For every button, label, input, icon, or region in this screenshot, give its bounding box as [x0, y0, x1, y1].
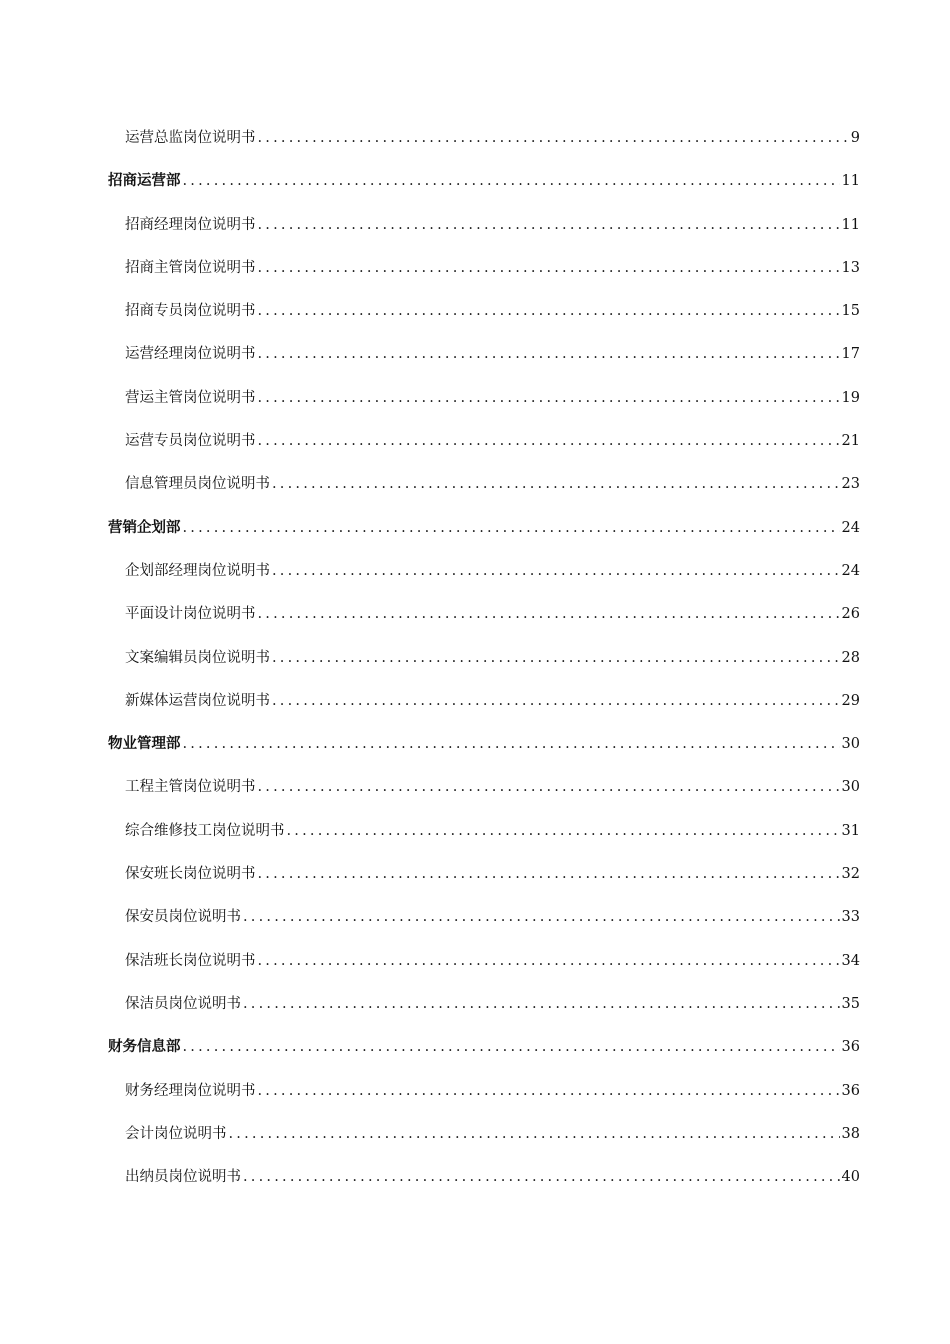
- toc-entry-title: 招商专员岗位说明书: [125, 303, 256, 320]
- toc-entry-page-number: 38: [841, 1125, 860, 1142]
- toc-entry-page-number: 15: [841, 303, 860, 320]
- toc-entry-page-number: 17: [841, 346, 860, 363]
- toc-entry-title: 保安员岗位说明书: [125, 909, 241, 926]
- toc-entry-title: 营运主管岗位说明书: [125, 389, 256, 406]
- toc-subsection-entry[interactable]: [108, 636, 860, 679]
- toc-dot-leader: [243, 908, 840, 926]
- toc-subsection-entry[interactable]: [108, 246, 860, 289]
- toc-entry-page-number: 36: [841, 1082, 860, 1099]
- toc-entry-title: 招商经理岗位说明书: [125, 216, 256, 233]
- toc-subsection-entry[interactable]: [108, 1155, 860, 1198]
- toc-subsection-entry[interactable]: [108, 982, 860, 1025]
- toc-subsection-entry[interactable]: [108, 895, 860, 938]
- toc-entry-page-number: 30: [841, 736, 860, 753]
- toc-entry-title: 运营经理岗位说明书: [125, 346, 256, 363]
- toc-subsection-entry[interactable]: [108, 332, 860, 375]
- toc-entry-page-number: 35: [841, 995, 860, 1012]
- toc-entry-title: 运营总监岗位说明书: [125, 130, 256, 146]
- toc-entry-title: 保洁员岗位说明书: [125, 995, 241, 1012]
- toc-subsection-entry[interactable]: [108, 765, 860, 808]
- toc-entry-title: 新媒体运营岗位说明书: [125, 692, 270, 709]
- toc-subsection-entry[interactable]: [108, 289, 860, 332]
- toc-entry-page-number: 31: [841, 822, 860, 839]
- toc-dot-leader: [183, 1038, 840, 1056]
- toc-entry-page-number: 21: [841, 433, 860, 450]
- toc-dot-leader: [272, 692, 840, 710]
- toc-subsection-entry[interactable]: [108, 809, 860, 852]
- toc-dot-leader: [258, 302, 840, 320]
- toc-dot-leader: [258, 129, 849, 147]
- toc-dot-leader: [183, 519, 840, 537]
- toc-entry-title: 综合维修技工岗位说明书: [125, 822, 285, 839]
- toc-dot-leader: [287, 822, 840, 840]
- toc-dot-leader: [229, 1125, 840, 1143]
- toc-dot-leader: [258, 1082, 840, 1100]
- toc-subsection-entry[interactable]: [108, 376, 860, 419]
- toc-entry-page-number: 36: [841, 1039, 860, 1056]
- toc-entry-page-number: 34: [841, 952, 860, 969]
- toc-entry-title: 出纳员岗位说明书: [125, 1169, 241, 1186]
- toc-subsection-entry[interactable]: [108, 939, 860, 982]
- toc-entry-page-number: 24: [841, 519, 860, 536]
- toc-entry-title: 运营专员岗位说明书: [125, 433, 256, 450]
- toc-dot-leader: [258, 432, 840, 450]
- toc-entry-page-number: 9: [850, 130, 860, 146]
- toc-entry-page-number: 19: [841, 389, 860, 406]
- toc-subsection-entry[interactable]: [108, 852, 860, 895]
- toc-subsection-entry[interactable]: [108, 679, 860, 722]
- toc-entry-page-number: 11: [841, 173, 860, 190]
- toc-entry-page-number: 28: [841, 649, 860, 666]
- toc-subsection-entry[interactable]: [108, 203, 860, 246]
- toc-dot-leader: [183, 172, 840, 190]
- toc-dot-leader: [258, 952, 840, 970]
- toc-dot-leader: [243, 995, 840, 1013]
- toc-entry-title: 物业管理部: [108, 736, 181, 753]
- toc-subsection-entry[interactable]: [108, 592, 860, 635]
- toc-subsection-entry[interactable]: [108, 419, 860, 462]
- toc-dot-leader: [258, 259, 840, 277]
- toc-entry-title: 工程主管岗位说明书: [125, 779, 256, 796]
- toc-entry-page-number: 11: [841, 216, 860, 233]
- toc-entry-title: 保安班长岗位说明书: [125, 866, 256, 883]
- toc-entry-title: 保洁班长岗位说明书: [125, 952, 256, 969]
- toc-dot-leader: [258, 865, 840, 883]
- table-of-contents: [108, 116, 860, 1198]
- toc-subsection-entry[interactable]: [108, 1069, 860, 1112]
- toc-subsection-entry[interactable]: [108, 549, 860, 592]
- toc-entry-title: 营销企划部: [108, 519, 181, 536]
- toc-entry-page-number: 24: [841, 562, 860, 579]
- toc-entry-title: 招商运营部: [108, 173, 181, 190]
- toc-section-entry[interactable]: [108, 1025, 860, 1068]
- toc-subsection-entry[interactable]: [108, 1112, 860, 1155]
- toc-entry-title: 企划部经理岗位说明书: [125, 562, 270, 579]
- toc-entry-page-number: 40: [841, 1169, 860, 1186]
- toc-dot-leader: [258, 345, 840, 363]
- toc-section-entry[interactable]: [108, 159, 860, 202]
- toc-entry-page-number: 30: [841, 779, 860, 796]
- toc-dot-leader: [258, 389, 840, 407]
- toc-section-entry[interactable]: [108, 506, 860, 549]
- toc-entry-title: 文案编辑员岗位说明书: [125, 649, 270, 666]
- toc-subsection-entry[interactable]: [108, 462, 860, 505]
- toc-entry-page-number: 23: [841, 476, 860, 493]
- toc-entry-page-number: 13: [841, 259, 860, 276]
- toc-entry-page-number: 33: [841, 909, 860, 926]
- toc-entry-title: 财务信息部: [108, 1039, 181, 1056]
- toc-subsection-entry[interactable]: [108, 116, 860, 159]
- toc-dot-leader: [258, 605, 840, 623]
- toc-entry-title: 信息管理员岗位说明书: [125, 476, 270, 493]
- toc-dot-leader: [272, 562, 840, 580]
- toc-dot-leader: [258, 778, 840, 796]
- toc-entry-title: 会计岗位说明书: [125, 1125, 227, 1142]
- toc-entry-title: 招商主管岗位说明书: [125, 259, 256, 276]
- toc-dot-leader: [272, 475, 840, 493]
- toc-dot-leader: [258, 216, 840, 234]
- toc-dot-leader: [272, 649, 840, 667]
- toc-dot-leader: [183, 735, 840, 753]
- toc-entry-page-number: 26: [841, 606, 860, 623]
- toc-dot-leader: [243, 1168, 840, 1186]
- toc-entry-title: 财务经理岗位说明书: [125, 1082, 256, 1099]
- toc-entry-page-number: 32: [841, 866, 860, 883]
- toc-section-entry[interactable]: [108, 722, 860, 765]
- toc-entry-title: 平面设计岗位说明书: [125, 606, 256, 623]
- toc-entry-page-number: 29: [841, 692, 860, 709]
